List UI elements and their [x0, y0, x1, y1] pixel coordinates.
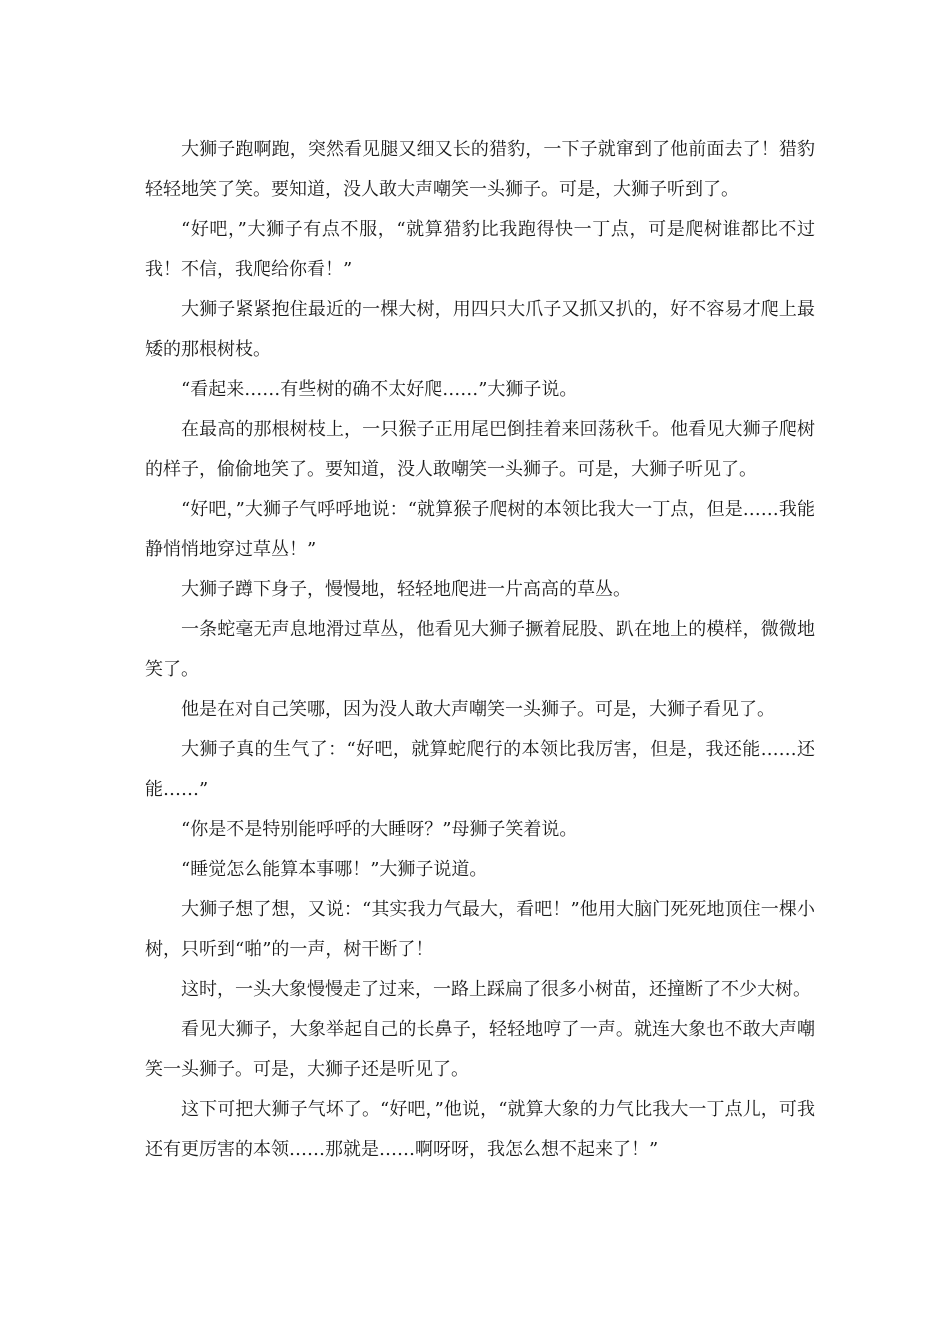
paragraph: “好吧，”大狮子有点不服，“就算猎豹比我跑得快一丁点，可是爬树谁都比不过我！不信，我爬给你看！” — [145, 219, 815, 280]
paragraph: “看起来……有些树的确不太好爬……”大狮子说。 — [181, 379, 578, 400]
paragraph: 在最高的那根树枝上，一只猴子正用尾巴倒挂着来回荡秋千。他看见大狮子爬树的样子，偷偷地笑了。要知道，没人敢嘲笑一头狮子。可是，大狮子听见了。 — [145, 419, 815, 480]
paragraph: “好吧，”大狮子气呼呼地说：“就算猴子爬树的本领比我大一丁点，但是……我能静悄悄地穿过草丛！” — [145, 499, 815, 560]
paragraph: 看见大狮子，大象举起自己的长鼻子，轻轻地哼了一声。就连大象也不敢大声嘲笑一头狮子。可是，大狮子还是听见了。 — [145, 1019, 815, 1080]
paragraph: 大狮子想了想，又说：“其实我力气最大，看吧！”他用大脑门死死地顶住一棵小树，只听到“啪”的一声，树干断了！ — [145, 899, 815, 960]
paragraph: 这下可把大狮子气坏了。“好吧，”他说，“就算大象的力气比我大一丁点儿，可我还有更厉害的本领……那就是……啊呀呀，我怎么想不起来了！” — [145, 1099, 815, 1160]
paragraph: 大狮子真的生气了：“好吧，就算蛇爬行的本领比我厉害，但是，我还能……还能……” — [145, 739, 815, 800]
paragraph: 大狮子蹲下身子，慢慢地，轻轻地爬进一片高高的草丛。 — [181, 579, 631, 600]
paragraph: 大狮子紧紧抱住最近的一棵大树，用四只大爪子又抓又扒的，好不容易才爬上最矮的那根树枝。 — [145, 299, 815, 360]
paragraph: 他是在对自己笑哪，因为没人敢大声嘲笑一头狮子。可是，大狮子看见了。 — [181, 699, 775, 720]
paragraph: “睡觉怎么能算本事哪！”大狮子说道。 — [181, 859, 488, 880]
story-text — [145, 130, 815, 1170]
paragraph: 大狮子跑啊跑，突然看见腿又细又长的猎豹，一下子就窜到了他前面去了！猎豹轻轻地笑了笑。要知道，没人敢大声嘲笑一头狮子。可是，大狮子听到了。 — [145, 139, 815, 200]
paragraph: “你是不是特别能呼呼的大睡呀？”母狮子笑着说。 — [181, 819, 578, 840]
paragraph: 一条蛇毫无声息地滑过草丛，他看见大狮子撅着屁股、趴在地上的模样，微微地笑了。 — [145, 619, 815, 680]
paragraph: 这时，一头大象慢慢走了过来，一路上踩扁了很多小树苗，还撞断了不少大树。 — [181, 979, 811, 1000]
